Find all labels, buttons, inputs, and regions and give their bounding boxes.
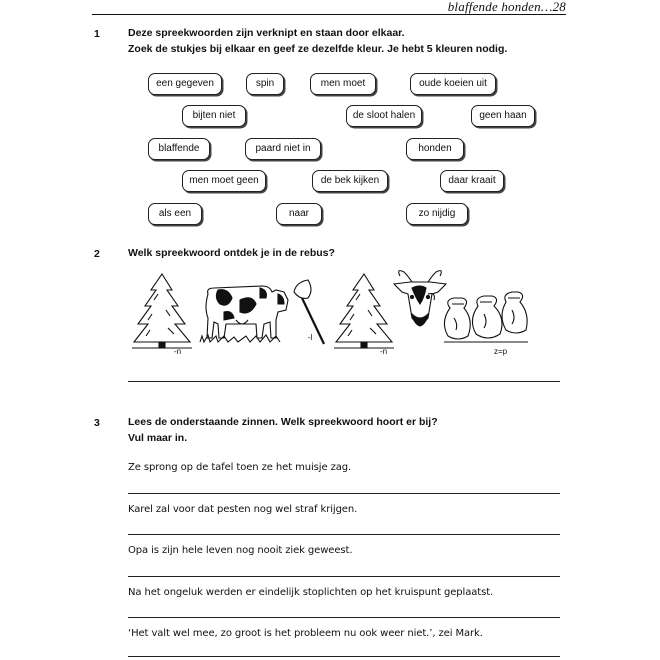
fir-tree-icon — [334, 274, 394, 348]
question-1-number: 1 — [94, 28, 100, 40]
page-title: blaffende honden…28 — [447, 0, 566, 14]
rebus-hint: -l — [308, 333, 313, 342]
proverb-chip[interactable]: spin — [246, 73, 284, 95]
page-header — [92, 0, 566, 15]
sentence-3: Opa is zijn hele leven nog nooit ziek geweest. — [128, 545, 353, 556]
proverb-chip[interactable]: naar — [276, 203, 322, 225]
answer-line-3[interactable] — [128, 576, 560, 577]
sentence-4: Na het ongeluk werden er eindelijk stoplichten op het kruispunt geplaatst. — [128, 587, 494, 598]
rebus-hint: z=p — [494, 347, 508, 356]
question-2-number: 2 — [94, 248, 100, 260]
question-3-number: 3 — [94, 417, 100, 429]
question-1-instruction-2: Zoek de stukjes bij elkaar en geef ze dezelfde kleur. Je hebt 5 kleuren nodig. — [128, 43, 508, 55]
proverb-chip[interactable]: de bek kijken — [312, 170, 388, 192]
proverb-chip[interactable]: men moet geen — [182, 170, 266, 192]
cow-head-icon — [394, 271, 446, 326]
proverb-chip[interactable]: zo nijdig — [406, 203, 468, 225]
question-3-instruction-1: Lees de onderstaande zinnen. Welk spreekwoord hoort er bij? — [128, 416, 438, 428]
rebus-hint: -n — [380, 347, 388, 356]
proverb-chip[interactable]: de sloot halen — [346, 105, 422, 127]
answer-line-1[interactable] — [128, 493, 560, 494]
proverb-chip[interactable]: een gegeven — [148, 73, 222, 95]
proverb-chip[interactable]: oude koeien uit — [410, 73, 496, 95]
question-2-instruction: Welk spreekwoord ontdek je in de rebus? — [128, 247, 335, 259]
proverb-chip[interactable]: men moet — [310, 73, 376, 95]
proverb-chip[interactable]: daar kraait — [440, 170, 504, 192]
sentence-5: ‘Het valt wel mee, zo groot is het probleem nu ook weer niet.’, zei Mark. — [128, 628, 483, 639]
sentence-1: Ze sprong op de tafel toen ze het muisje zag. — [128, 462, 352, 473]
answer-line-5[interactable] — [128, 656, 560, 657]
answer-line-4[interactable] — [128, 617, 560, 618]
proverb-chip[interactable]: paard niet in — [245, 138, 321, 160]
proverb-chip[interactable]: als een — [148, 203, 202, 225]
proverb-chip[interactable]: blaffende — [148, 138, 210, 160]
rebus-hint: -n — [174, 347, 182, 356]
rebus-picture — [128, 264, 528, 356]
proverb-chip[interactable]: honden — [406, 138, 464, 160]
question-3-instruction-2: Vul maar in. — [128, 432, 188, 444]
question-1-instruction-1: Deze spreekwoorden zijn verknipt en staan door elkaar. — [128, 27, 405, 39]
proverb-chip[interactable]: geen haan — [471, 105, 535, 127]
proverb-chip[interactable]: bijten niet — [182, 105, 246, 127]
cow-icon — [200, 286, 288, 342]
sacks-icon — [444, 292, 528, 342]
sentence-2: Karel zal voor dat pesten nog wel straf krijgen. — [128, 504, 358, 515]
fir-tree-icon — [132, 274, 192, 348]
answer-line-2[interactable] — [128, 534, 560, 535]
answer-line-rebus[interactable] — [128, 381, 560, 382]
